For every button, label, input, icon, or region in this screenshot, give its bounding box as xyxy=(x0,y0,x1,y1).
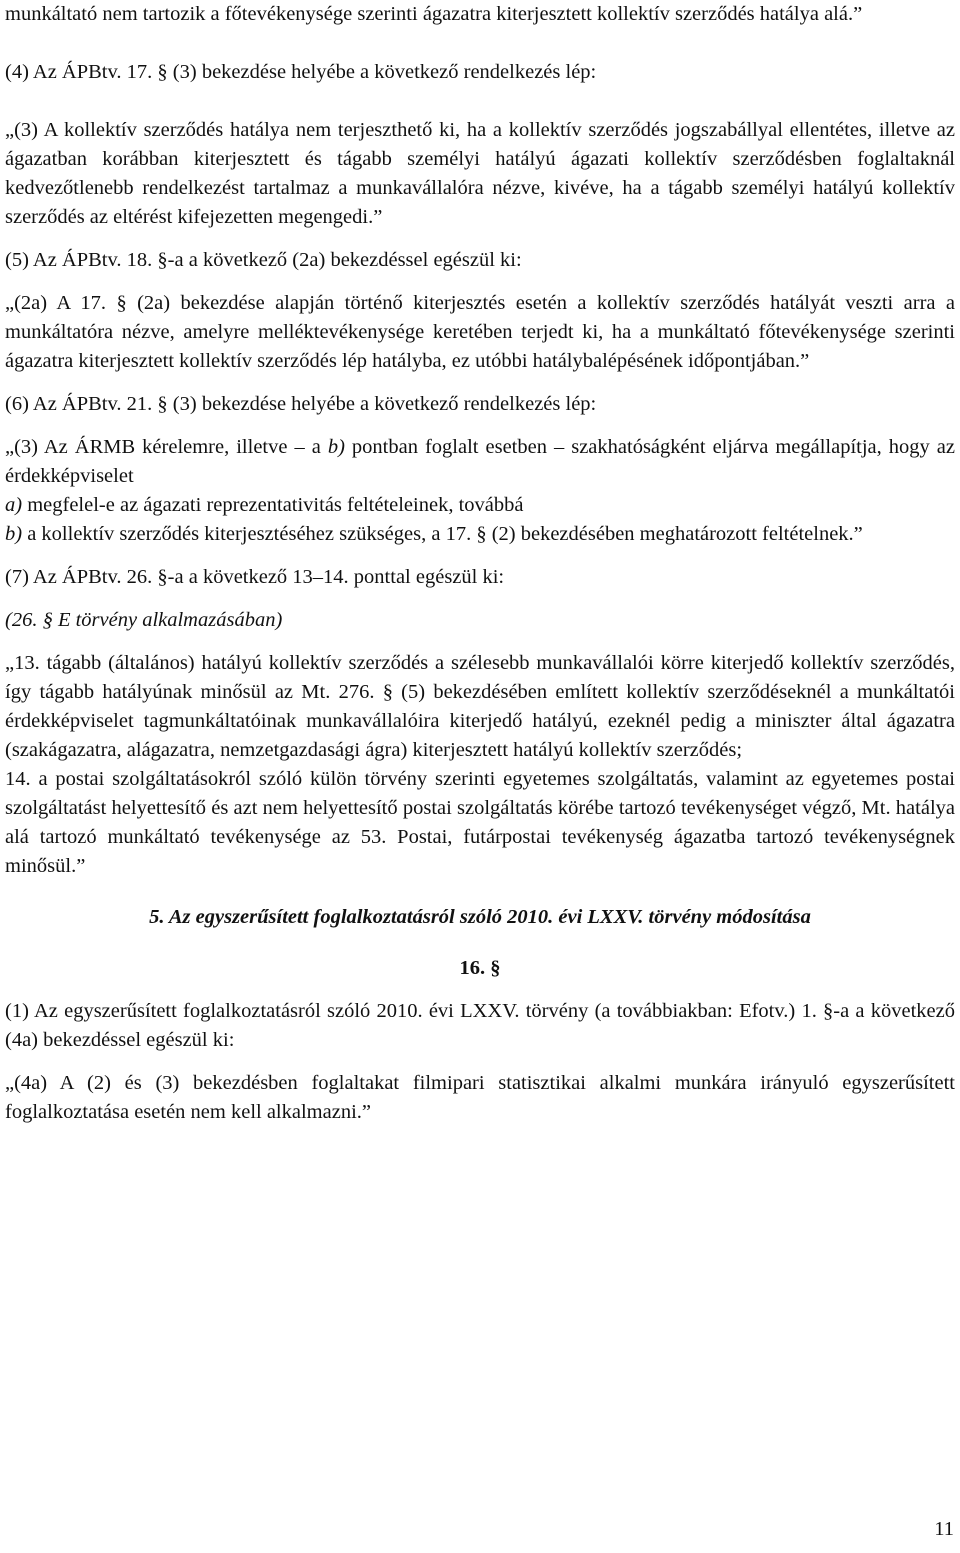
list-item-a-label: a) xyxy=(5,494,23,516)
list-item-a xyxy=(5,491,955,520)
quote-21-3-intro-a: „(3) Az ÁRMB kérelemre, illetve – a xyxy=(5,436,328,458)
section-26-title-text: (26. § E törvény alkalmazásában) xyxy=(5,609,283,631)
paragraph-amendment-4: (4) Az ÁPBtv. 17. § (3) bekezdése helyébe a következő rendelkezés lép: xyxy=(5,61,597,83)
paragraph-quote-17-3: „(3) A kollektív szerződés hatálya nem terjeszthető ki, ha a kollektív szerződés jogszabállyal ellentétes, illetve az ágazatban korábban kiterjesztett és tágabb személyi hatályú ágazati kollektív szerződésben foglaltaknál kedvezőtlenebb rendelkezést tartalmaz a munkavállalóra nézve, kivéve, ha a tágabb személyi hatályú kollektív szerződés az eltérést kifejezetten megengedi.” xyxy=(5,119,955,228)
paragraph-point-14: 14. a postai szolgáltatásokról szóló külön törvény szerinti egyetemes szolgáltatás, valamint az egyetemes postai szolgáltatást helyettesítő és azt nem helyettesítő postai szolgáltatás körébe tartozó tevékenységet végző, Mt. hatálya alá tartozó munkáltató tevékenysége az 53. Postai, futárpostai tevékenység ágazatba tartozó tevékenységnek minősül.” xyxy=(5,768,955,877)
paragraph-point-13: „13. tágabb (általános) hatályú kollektív szerződés a szélesebb munkavállalói körre kiterjedő kollektív szerződés, így tágabb hatályúnak minősül az Mt. 276. § (5) bekezdésében említett kollektív szerződéseknél a munkáltatói érdekképviselet tagmunkáltatóinak munkavállalóira kiterjedő hatályú, ezeknél pedig a miniszter által ágazatra (szakágazatra, alágazatra, nemzetgazdasági ágra) kiterjesztett hatályú kollektív szerződés; xyxy=(5,652,955,761)
paragraph-quote-4a: „(4a) A (2) és (3) bekezdésben foglaltakat filmipari statisztikai alkalmi munkára irányuló egyszerűsített foglalkoztatása esetén nem kell alkalmazni.” xyxy=(5,1072,955,1123)
section-number: 16. § xyxy=(459,957,501,979)
paragraph-section-26-title xyxy=(5,606,955,635)
chapter-heading: 5. Az egyszerűsített foglalkoztatásról szóló 2010. évi LXXV. törvény módosítása xyxy=(149,906,811,928)
paragraph-amendment-5: (5) Az ÁPBtv. 18. §-a a következő (2a) bekezdéssel egészül ki: xyxy=(5,249,522,271)
list-item-b-text: a kollektív szerződés kiterjesztéséhez szükséges, a 17. § (2) bekezdésében meghatározott feltételnek.” xyxy=(22,523,863,545)
list-item-b-label: b) xyxy=(5,523,23,545)
quote-21-3-intro-c: pontban foglalt esetben – szakhatóságként eljárva megállapítja, hogy az érdekképviselet xyxy=(5,436,955,487)
paragraph-continuation: munkáltató nem tartozik a főtevékenysége szerinti ágazatra kiterjesztett kollektív szerződés hatálya alá.” xyxy=(5,3,863,25)
paragraph-efotv-1: (1) Az egyszerűsített foglalkoztatásról szóló 2010. évi LXXV. törvény (a továbbiakban: Efotv.) 1. §-a a következő (4a) bekezdéssel egészül ki: xyxy=(5,1000,955,1051)
paragraph-amendment-6: (6) Az ÁPBtv. 21. § (3) bekezdése helyébe a következő rendelkezés lép: xyxy=(5,393,597,415)
quote-21-3-intro-b: b) xyxy=(327,436,345,458)
paragraph-quote-18-2a: „(2a) A 17. § (2a) bekezdése alapján történő kiterjesztés esetén a kollektív szerződés hatályát veszti arra a munkáltatóra nézve, amelyre melléktevékenysége keretében terjedt ki, ha a munkáltató főtevékenysége szerinti ágazatra kiterjesztett kollektív szerződés lép hatályba, ez utóbbi hatálybalépésének időpontjában.” xyxy=(5,292,955,372)
paragraph-amendment-7: (7) Az ÁPBtv. 26. §-a a következő 13–14. ponttal egészül ki: xyxy=(5,566,505,588)
list-item-b xyxy=(5,520,955,549)
paragraph-quote-21-3 xyxy=(5,433,955,491)
page-number: 11 xyxy=(934,1518,954,1540)
list-item-a-text: megfelel-e az ágazati reprezentativitás feltételeinek, továbbá xyxy=(22,494,524,516)
document-body xyxy=(5,0,955,1127)
